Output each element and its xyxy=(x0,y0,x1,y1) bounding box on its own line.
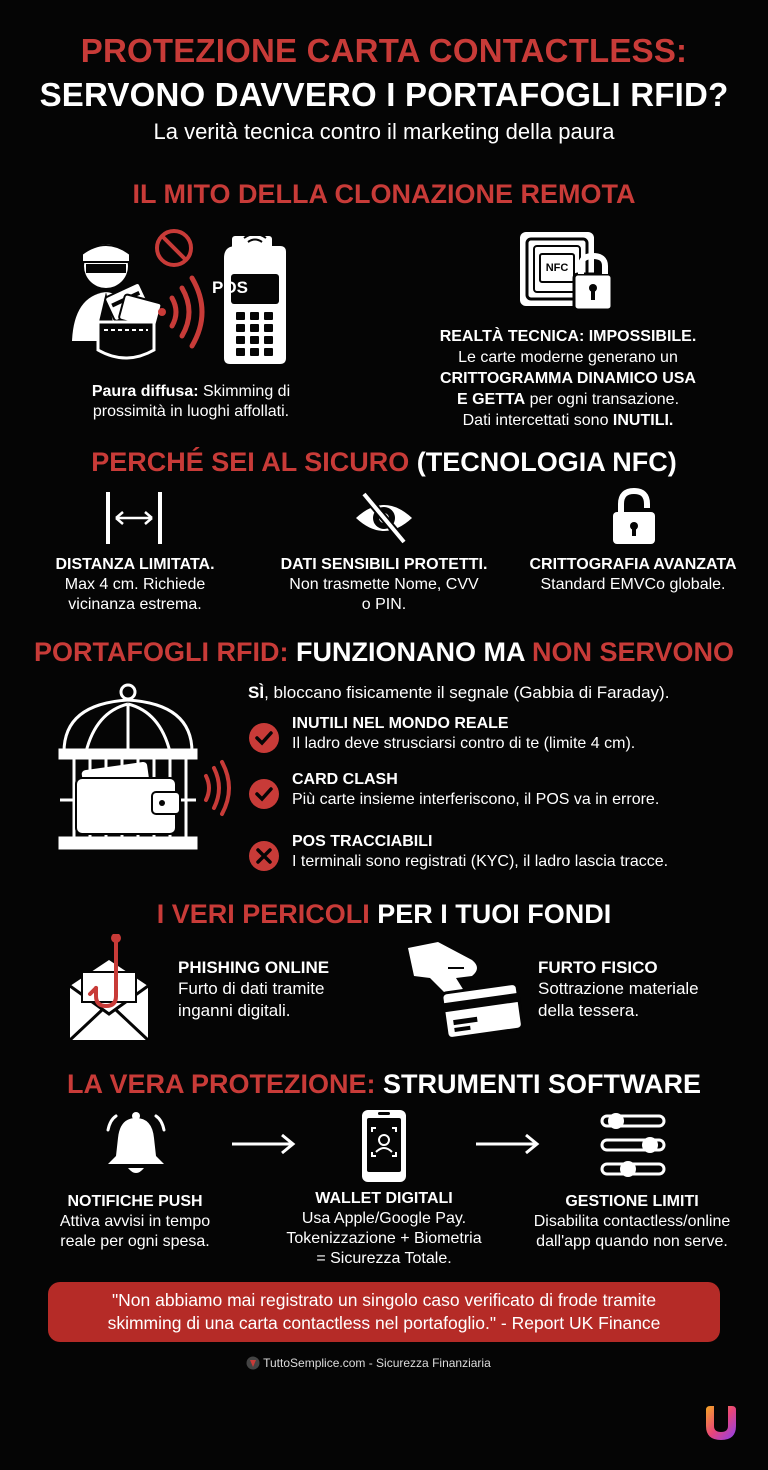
rfid-item-3: POS TRACCIABILI I terminali sono registrati (KYC), il ladro lascia tracce. xyxy=(248,832,748,872)
quote-line2: skimming di una carta contactless nel portafoglio." - Report UK Finance xyxy=(107,1313,661,1333)
title-line1: PROTEZIONE CARTA CONTACTLESS: xyxy=(80,32,688,69)
pos-label: POS xyxy=(212,278,248,297)
quote-line1: "Non abbiamo mai registrato un singolo caso verificato di frode tramite xyxy=(111,1290,657,1310)
title-line2: SERVONO DAVVERO I PORTAFOGLI RFID? xyxy=(39,76,729,113)
danger-phishing: PHISHING ONLINE Furto di dati tramite inganni digitali. xyxy=(178,958,330,1020)
nfc-label: NFC xyxy=(545,262,569,274)
faraday-cage-illustration xyxy=(56,682,236,862)
signal-waves-icon xyxy=(158,278,202,346)
check-icon xyxy=(248,778,280,810)
eye-slash-icon xyxy=(352,490,416,546)
bell-icon xyxy=(104,1110,168,1178)
distance-icon xyxy=(104,490,164,546)
footer: TuttoSemplice.com - Sicurezza Finanziaria xyxy=(246,1355,546,1371)
arrow-right-icon xyxy=(230,1132,296,1156)
theft-illustration xyxy=(404,938,524,1038)
x-icon xyxy=(248,840,280,872)
blocked-signal-icon xyxy=(206,762,229,814)
phishing-illustration xyxy=(66,934,152,1044)
pos-terminal-icon xyxy=(224,234,286,364)
dangers-heading: I VERI PERICOLI PER I TUOI FONDI xyxy=(156,899,612,929)
step-limits: GESTIONE LIMITI Disabilita contactless/online dall'app quando non serve. xyxy=(533,1193,731,1250)
myth-heading: IL MITO DELLA CLONAZIONE REMOTA xyxy=(132,179,636,209)
protection-heading: LA VERA PROTEZIONE: STRUMENTI SOFTWARE xyxy=(66,1069,701,1099)
credit-card-icon xyxy=(441,983,523,1038)
subtitle: La verità tecnica contro il marketing della paura xyxy=(153,119,615,144)
site-logo-icon xyxy=(246,1356,260,1370)
rfid-item-1: INUTILI NEL MONDO REALE Il ladro deve strusciarsi contro di te (limite 4 cm). xyxy=(248,714,748,754)
step-wallet: WALLET DIGITALI Usa Apple/Google Pay. Tokenizzazione + Biometria = Sicurezza Totale. xyxy=(286,1190,482,1267)
sliders-icon xyxy=(598,1110,668,1180)
safe-heading: PERCHÉ SEI AL SICURO (TECNOLOGIA NFC) xyxy=(91,447,677,477)
brand-logo-icon xyxy=(702,1404,740,1442)
myth-left-caption: Paura diffusa: Skimming di prossimità in luoghi affollati. xyxy=(91,383,291,420)
smartphone-faceid-icon xyxy=(360,1108,408,1184)
step-push: NOTIFICHE PUSH Attiva avvisi in tempo reale per ogni spesa. xyxy=(59,1193,211,1250)
padlock-icon xyxy=(610,488,658,546)
envelope-icon xyxy=(70,960,148,1040)
quote-box xyxy=(48,1282,720,1342)
rfid-item-2: CARD CLASH Più carte insieme interferiscono, il POS va in errore. xyxy=(248,770,748,810)
check-icon xyxy=(248,722,280,754)
arrow-right-icon xyxy=(474,1132,540,1156)
feature-crypto: CRITTOGRAFIA AVANZATA Standard EMVCo globale. xyxy=(529,556,737,593)
thief-illustration xyxy=(68,226,308,366)
forbidden-icon xyxy=(157,231,191,265)
feature-data: DATI SENSIBILI PROTETTI. Non trasmette Nome, CVV o PIN. xyxy=(280,556,488,613)
wallet-icon xyxy=(76,761,180,834)
feature-distance: DISTANZA LIMITATA. Max 4 cm. Richiede vicinanza estrema. xyxy=(55,556,215,613)
myth-right-caption: REALTÀ TECNICA: IMPOSSIBILE. Le carte moderne generano un CRITTOGRAMMA DINAMICO USA E GETTA per ogni transazione. Dati intercettati sono INUTILI. xyxy=(439,328,697,429)
rfid-heading: PORTAFOGLI RFID: FUNZIONANO MA NON SERVONO xyxy=(33,637,734,667)
rfid-intro: SÌ, bloccano fisicamente il segnale (Gabbia di Faraday). xyxy=(248,683,670,702)
danger-theft: FURTO FISICO Sottrazione materiale della tessera. xyxy=(538,958,699,1020)
